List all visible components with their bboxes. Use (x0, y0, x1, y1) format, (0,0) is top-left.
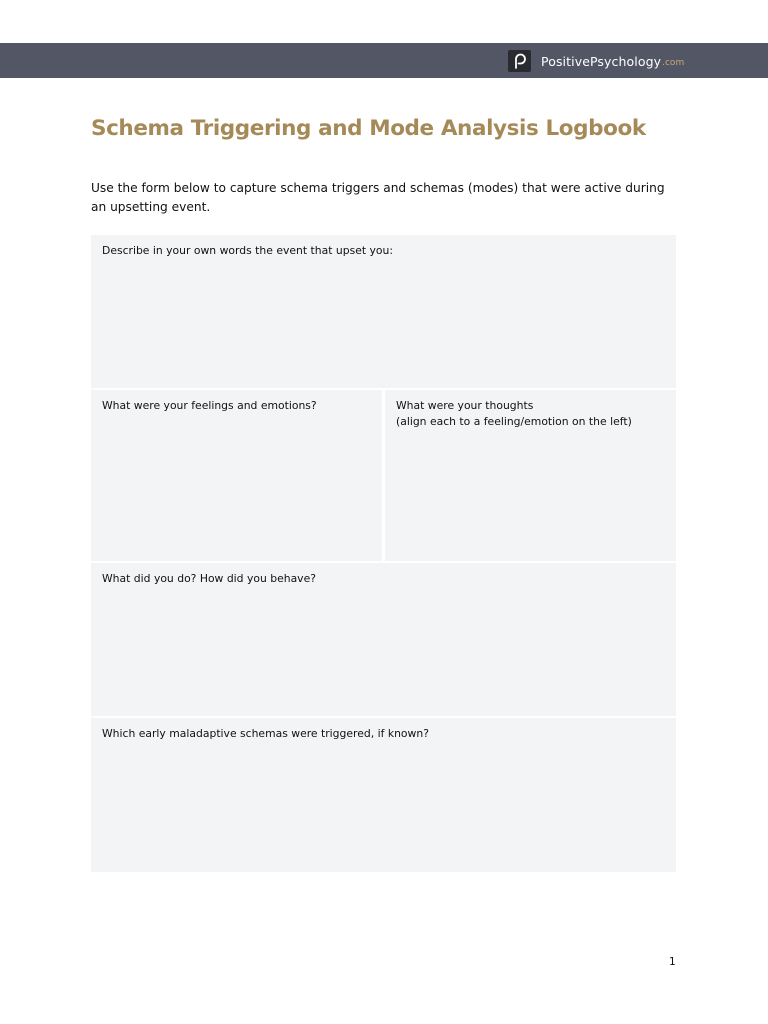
feelings-field[interactable] (91, 390, 382, 561)
brand-suffix: .com (662, 57, 685, 68)
behavior-prompt: What did you do? How did you behave? (102, 572, 316, 585)
p-logo-icon (508, 50, 531, 72)
schemas-field[interactable] (91, 718, 676, 872)
brand[interactable] (508, 50, 684, 72)
feelings-prompt: What were your feelings and emotions? (102, 399, 317, 412)
header-bar (0, 43, 768, 78)
thoughts-field[interactable] (385, 390, 676, 561)
event-prompt: Describe in your own words the event that upset you: (102, 244, 393, 257)
thoughts-prompt: What were your thoughts (396, 399, 534, 412)
page-title: Schema Triggering and Mode Analysis Logbook (91, 116, 646, 141)
behavior-field[interactable] (91, 563, 676, 716)
intro-text: Use the form below to capture schema triggers and schemas (modes) that were active during an upsetting event. (91, 181, 665, 214)
brand-name: PositivePsychology (541, 53, 662, 69)
schemas-prompt: Which early maladaptive schemas were triggered, if known? (102, 727, 429, 740)
thoughts-prompt-note: (align each to a feeling/emotion on the left) (396, 415, 632, 428)
event-field[interactable] (91, 235, 676, 388)
page-number: 1 (669, 956, 676, 968)
